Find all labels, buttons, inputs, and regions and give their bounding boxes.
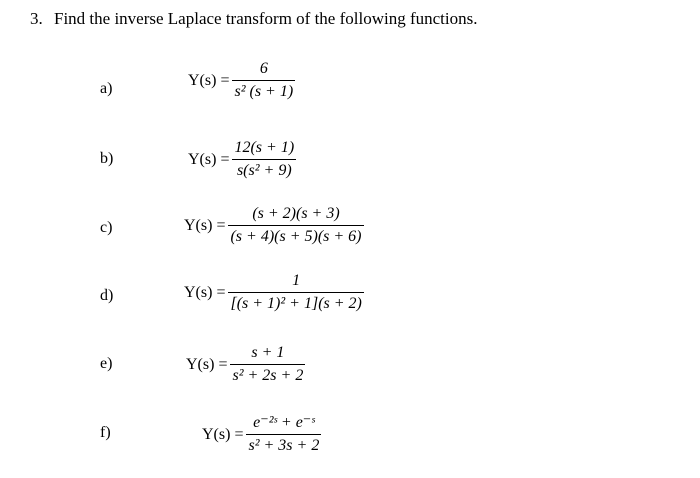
equation-e [186, 342, 305, 387]
denominator-d: [(s + 1)² + 1](s + 2) [230, 295, 362, 312]
equation-a [188, 58, 295, 103]
denominator-b: s(s² + 9) [236, 162, 292, 179]
fraction-c [228, 203, 363, 248]
denominator-f: s² + 3s + 2 [248, 437, 320, 454]
equation-c [184, 203, 364, 248]
item-label-d: d) [100, 287, 114, 304]
item-label-f: f) [100, 424, 111, 441]
question-heading [30, 9, 477, 29]
item-label-a: a) [100, 80, 113, 97]
equation-b [188, 137, 296, 182]
fraction-d [228, 270, 363, 315]
numerator-d: 1 [292, 272, 301, 289]
item-label-b: b) [100, 150, 114, 167]
equation-f [202, 412, 321, 457]
lhs-e: Y(s) = [186, 355, 228, 373]
fraction-a [232, 58, 295, 103]
item-label-e: e) [100, 355, 113, 372]
numerator-a: 6 [259, 60, 268, 77]
denominator-e: s² + 2s + 2 [232, 367, 304, 384]
lhs-f: Y(s) = [202, 425, 244, 443]
numerator-b: 12(s + 1) [234, 139, 295, 156]
equation-d [184, 270, 364, 315]
fraction-e [230, 342, 305, 387]
fraction-b [232, 137, 296, 182]
numerator-f: e⁻²ˢ + e⁻ˢ [253, 414, 315, 431]
lhs-d: Y(s) = [184, 283, 226, 301]
item-label-c: c) [100, 219, 113, 236]
denominator-a: s² (s + 1) [234, 83, 294, 100]
question-text: Find the inverse Laplace transform of the following functions. [54, 9, 478, 28]
lhs-c: Y(s) = [184, 216, 226, 234]
numerator-c: (s + 2)(s + 3) [252, 205, 340, 222]
lhs-a: Y(s) = [188, 71, 230, 89]
fraction-f [246, 412, 321, 457]
lhs-b: Y(s) = [188, 150, 230, 168]
denominator-c: (s + 4)(s + 5)(s + 6) [230, 228, 362, 245]
numerator-e: s + 1 [251, 344, 285, 361]
question-number: 3. [30, 9, 43, 28]
